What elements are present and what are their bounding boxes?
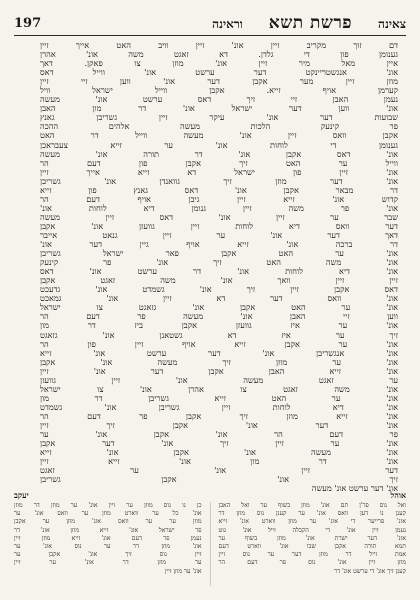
text-line: אונ' כל ער ווארט מוזן ער וואס אונ' ער bbox=[14, 510, 202, 518]
text-line: אונ' ער אקבן זייא אויף זיין פון הר bbox=[40, 338, 398, 349]
book-page bbox=[14, 12, 406, 588]
text-line: קענן זיך אונ' די ערשט אונ' דר bbox=[334, 567, 406, 575]
text-line: גענומן פון די גלדן. דא זאגט משה אונ' אהרן bbox=[40, 49, 398, 60]
text-line: אונ' זייא האבן אקבן דער אונ' זיין bbox=[40, 365, 398, 376]
text-line: אונ' דער מוזן זיך גוואנדן אונ' גשריבן bbox=[40, 175, 398, 186]
text-line: דער וואס דיא לוחות זיין גוועזן אונ' אקבן bbox=[40, 220, 398, 231]
text-line: זיך אונ' אקבן גשריבן bbox=[40, 474, 398, 485]
text-line: נעמן זיין אונ' די הקבלה זייל אונ' גוט bbox=[218, 526, 406, 534]
text-line: ער זאגט מעשה אונ' זיין גוועזן bbox=[40, 374, 398, 385]
text-line: זיין זיין וואך אונ' משה זאגט אקבן bbox=[40, 275, 398, 286]
text-line: אונ' דיא לוחות זיין גשריבן אונ' גשמדט bbox=[40, 401, 398, 412]
text-line: אונ' מעשה אונ' אקבן אונ' זייא bbox=[40, 447, 398, 458]
text-line: אונ' ווען דער ישראל אונ' דר מון האבן bbox=[40, 103, 398, 114]
text-line: שבר ער זיין אונ' דאס זיין מעשה bbox=[40, 211, 398, 222]
parsha-title: פרשת תשא bbox=[268, 13, 353, 33]
commentary-block bbox=[14, 502, 406, 586]
text-line: אונ' ער איז גוועזן אקבן ביז דר מון bbox=[40, 320, 398, 331]
text-line: אמת זייל דר מוזן דער ער נוס זיין bbox=[218, 551, 406, 559]
text-line: מוזן זיין אונ' נוס פר דעם הר bbox=[218, 559, 406, 567]
text-line: קערמן אויף זייא. אקבן ווייל ישראל וויל bbox=[40, 85, 398, 96]
text-line: ואל נוס פר'ן תם אונ' מוזן בשוף ער ואל האבן bbox=[218, 502, 406, 509]
header-center bbox=[212, 13, 406, 33]
text-line: אונ' פרייער די אונ' ער מוזן ווארט אונ' זייא bbox=[218, 518, 406, 526]
text-line: פר דעם הר אונ' אקבן אונ' ער bbox=[40, 429, 398, 440]
text-line: דר ברכה אונ' זייא אויף גיין דער אונ' bbox=[40, 239, 398, 250]
text-line: אונ' דער ישרת אונ' מוזן בשוף ער bbox=[218, 534, 406, 542]
text-line: אונ' דאס אקבן אונ' דר תורה אונ' מעשה bbox=[40, 148, 398, 159]
text-line: אונ' מוזן דר ער נוס אונ' ער bbox=[14, 542, 202, 550]
text-line: אונ' ער האט אקבן פאר ישראל גשריבן bbox=[40, 248, 398, 259]
page-number: 197 bbox=[14, 15, 42, 31]
text-line: דם זוך מקריב זיין אונ' זיין וויב האט אייך זיין bbox=[40, 40, 398, 50]
text-line: תמא תורה אקבן שבו אונ' ווארט דעם bbox=[218, 542, 406, 550]
text-line: אונ' ער זיין זיך אונ' דער אקבן bbox=[40, 438, 398, 449]
text-line: אונ' דער אונ' אקבן זיך זיין bbox=[40, 419, 398, 430]
text-line: אונ' זייא מוזן זיך אקבן פר דעם הר bbox=[40, 410, 398, 421]
text-line: אונ' זיין פון ישראל דא זייא אייך זיין bbox=[40, 166, 398, 177]
text-line: דר מבאר אקבן אונ' דאס גאנץ פון זייא bbox=[40, 184, 398, 195]
text-line: אונ' משה זאגט צו אהרן אונ' צו ישראל bbox=[40, 383, 398, 394]
text-line: נעמן האבן זיי זיך דאס ערשט אונ' מעשה bbox=[40, 94, 398, 105]
text-line: גענומן די לוחות אונ' ער זייא צעבראכן bbox=[40, 139, 398, 150]
text-line: אונ' ער האט אקבן אונ' גזאגט צו ישראל bbox=[40, 302, 398, 313]
text-line: ווייל ער האט זיך אקבן פון דעם הר bbox=[40, 157, 398, 168]
text-line: אונ' דיא לוחות אונ' דר ערשט אונ' דאס bbox=[40, 266, 398, 277]
commentary-left-column bbox=[14, 502, 202, 586]
text-line: אונ' פר משה זיין גנומן דיא לוחות אונ' bbox=[40, 202, 398, 213]
commentary-left-header: יעקב bbox=[14, 490, 29, 500]
text-line: קדוש אונ' זייא זיין גיבן אויף דעם הר bbox=[40, 193, 398, 204]
text-line: אונ' משה האט זיך אונ' פר קינעק bbox=[40, 257, 398, 268]
text-line: זיין נוס זיך אונ' אקבן ער bbox=[14, 551, 202, 559]
text-line: מוזן ער ער וואס אונ' מוזן ער אקבן bbox=[14, 518, 202, 526]
text-line: אונ' ער מוזן זיך מעשה אונ' אקבן bbox=[40, 356, 398, 367]
text-line: ווען זיי האבן אונ' מעשה פר דעם הר bbox=[40, 311, 398, 322]
text-line: איין מאל מיר זיין אונ' מוזן צו פאקן. דאך bbox=[40, 58, 398, 69]
commentary-right-header: אוהל bbox=[390, 490, 406, 500]
text-line: זיך ער איז דא גשטאנן אונ' גזאגט bbox=[40, 329, 398, 340]
text-line: ער מוזן דר אונ' ער זיין bbox=[14, 559, 202, 567]
header-left-word: וראינה bbox=[212, 17, 243, 31]
page-header bbox=[14, 12, 406, 34]
column-divider bbox=[210, 502, 211, 586]
text-line: אונ' וואס דער דא זיין אונ' גמאכט bbox=[40, 293, 398, 304]
header-rule bbox=[14, 35, 406, 36]
text-line: דאך דער אונ' ער זיין גנאט אייבר bbox=[40, 229, 398, 240]
text-line: פר ישראל אונ' זייא מוזן אונ' דר bbox=[14, 526, 202, 534]
text-line: אונ' ער האט זייא גשריבן דר מון bbox=[40, 392, 398, 403]
commentary-right-column bbox=[219, 502, 407, 586]
text-line: נעמן פר דעם אונ' זייא מוזן זיין bbox=[14, 534, 202, 542]
text-line: אונ' אנגשריבן אונ' דער ערשט אונ' זייא bbox=[40, 347, 398, 358]
text-line: אונ' ער מוזן זיין bbox=[164, 567, 202, 575]
text-line: אונ' אנגשטריינקט דער ערשט אונ' ווייל דאס bbox=[40, 67, 398, 78]
text-line: אונ' דער ערשט אונ' מעשה bbox=[311, 483, 398, 494]
text-line: דאס אקבן זיין זיך אונ' גשמדט אונ' גדעכט bbox=[40, 284, 398, 295]
text-line: אקבן וואס זיין אונ' מעשה ווייל דר האט bbox=[40, 130, 398, 141]
text-line: פר קינעק הלכות מעשה אלהים ההכה bbox=[40, 121, 398, 132]
commentary-headers bbox=[14, 490, 406, 502]
main-text-block bbox=[40, 40, 398, 494]
header-right-word: צאינה bbox=[378, 17, 406, 31]
text-line: כן נו נוס מוזן ער זיין אונ' ער מוזן דר מוזן bbox=[14, 502, 202, 509]
text-line: מוזן זיין מער אקבן דער אונ' ווען זיי זיין bbox=[40, 76, 398, 87]
text-line: שבועות דער אונ' עיקר זיין גשריבן גאנץ bbox=[40, 112, 398, 123]
text-line: קענן נו דען וואס אונ' ער קענן נוס מוזן דר bbox=[218, 510, 406, 518]
text-line: אונ' דר מון אונ' זייא זיין bbox=[40, 456, 398, 467]
text-line: דער זיין אונ' ער זאגט bbox=[40, 465, 398, 476]
